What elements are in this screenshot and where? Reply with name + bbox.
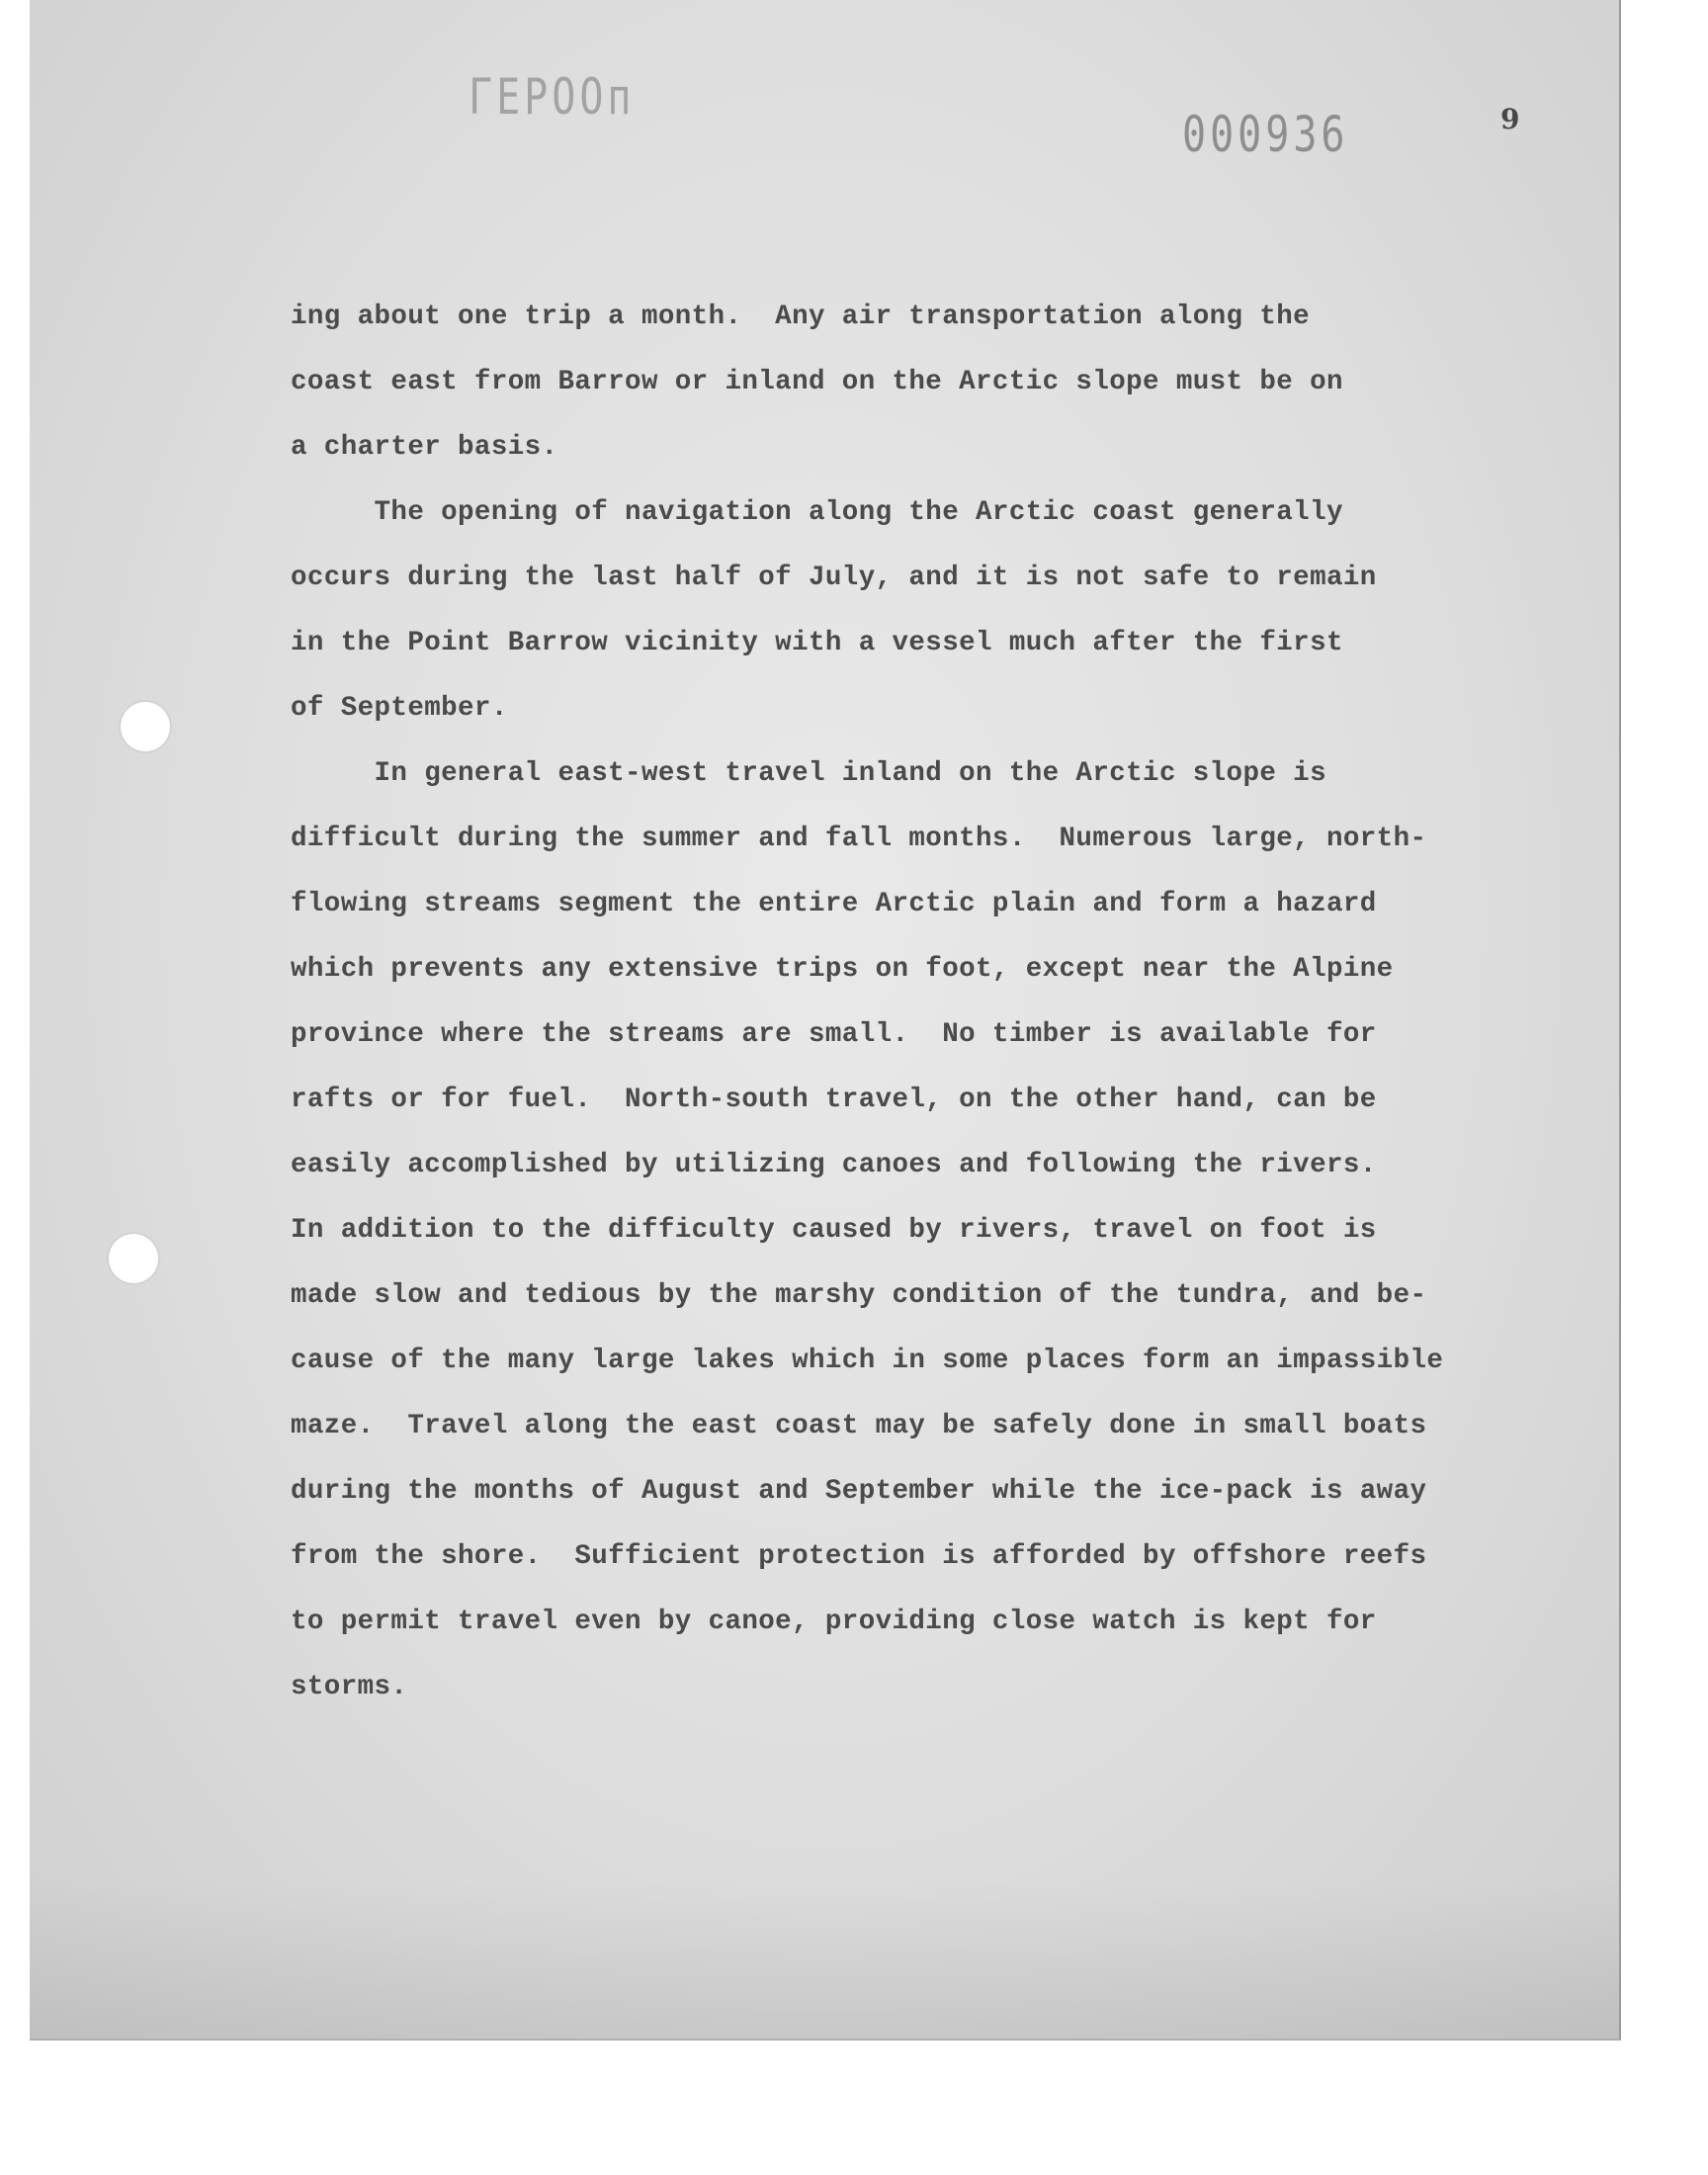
text-line: which prevents any extensive trips on foot, except near the Alpine [291, 954, 1394, 985]
punch-hole-lower [109, 1234, 158, 1283]
text-line: of September. [291, 693, 508, 724]
text-line: flowing streams segment the entire Arctic plain and form a hazard [291, 889, 1377, 919]
text-line: occurs during the last half of July, and it is not safe to remain [291, 563, 1377, 593]
archive-stamp-number: 000936 [1182, 107, 1349, 164]
document-body [291, 285, 1447, 1720]
text-line: in the Point Barrow vicinity with a vessel much after the first [291, 628, 1343, 658]
text-line: maze. Travel along the east coast may be safely done in small boats [291, 1411, 1427, 1441]
page-number: 9 [1500, 103, 1520, 135]
text-line: difficult during the summer and fall months. Numerous large, north- [291, 824, 1427, 854]
text-line: coast east from Barrow or inland on the Arctic slope must be on [291, 367, 1343, 397]
text-line: a charter basis. [291, 432, 558, 463]
text-line: to permit travel even by canoe, providing close watch is kept for [291, 1607, 1377, 1637]
text-line: province where the streams are small. No timber is available for [291, 1019, 1377, 1050]
text-line: easily accomplished by utilizing canoes and following the rivers. [291, 1150, 1377, 1180]
text-line: cause of the many large lakes which in some places form an impassible [291, 1346, 1444, 1376]
text-line: during the months of August and September while the ice-pack is away [291, 1476, 1427, 1507]
text-line: storms. [291, 1672, 408, 1702]
text-line: ing about one trip a month. Any air transportation along the [291, 302, 1311, 332]
text-line: The opening of navigation along the Arctic coast generally [291, 497, 1343, 528]
text-line: made slow and tedious by the marshy condition of the tundra, and be- [291, 1280, 1427, 1311]
text-line: In general east-west travel inland on the Arctic slope is [291, 758, 1326, 789]
archive-stamp-left: ГЕРООп [469, 69, 636, 127]
text-line: from the shore. Sufficient protection is afforded by offshore reefs [291, 1541, 1427, 1572]
text-line: In addition to the difficulty caused by rivers, travel on foot is [291, 1215, 1377, 1246]
text-line: rafts or for fuel. North-south travel, on the other hand, can be [291, 1085, 1377, 1115]
punch-hole-upper [121, 702, 170, 751]
